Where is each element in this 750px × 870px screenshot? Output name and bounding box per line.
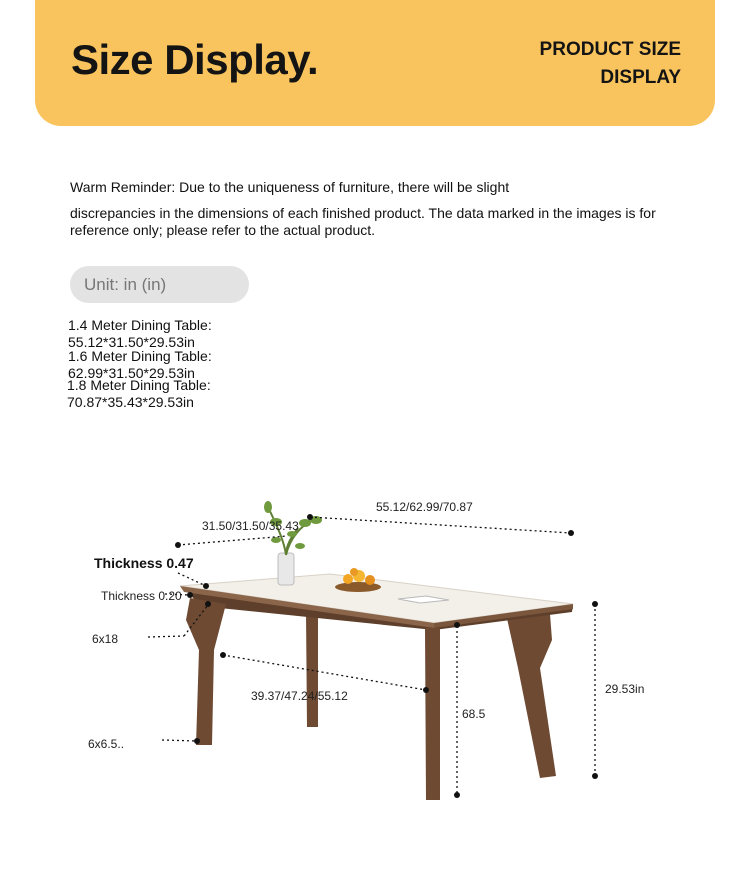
spec-size: 62.99*31.50*29.53in: [68, 365, 195, 381]
top-thickness-label: Thickness 0.47: [94, 555, 194, 571]
length-label: 55.12/62.99/70.87: [376, 500, 473, 514]
fruit-bowl-icon: [335, 582, 381, 592]
spec-name: 1.4 Meter Dining Table:: [68, 317, 212, 333]
subtitle-line-2: DISPLAY: [600, 67, 681, 88]
spec-name: 1.6 Meter Dining Table:: [68, 348, 212, 364]
leg-height-label: 68.5: [462, 707, 486, 721]
apron-size-label: 6x18: [92, 632, 119, 646]
width-label: 31.50/31.50/35.43: [202, 519, 299, 533]
spec-item: [67, 377, 211, 411]
reminder-text-line-1: Warm Reminder: Due to the uniqueness of furniture, there will be slight: [70, 179, 510, 195]
spec-name: 1.8 Meter Dining Table:: [67, 377, 211, 393]
reminder-text-line-2: discrepancies in the dimensions of each finished product. The data marked in the images is for reference only; please refer to the actual product.: [70, 205, 656, 238]
back-leg-right: [506, 614, 556, 778]
height-label: 29.53in: [605, 682, 645, 696]
vase-icon: [278, 553, 294, 585]
leg-span-label: 39.37/47.24/55.12: [251, 689, 348, 703]
board-thickness-label: Thickness 0.20: [101, 589, 182, 603]
page-title: Size Display.: [71, 36, 319, 83]
spec-size: 70.87*35.43*29.53in: [67, 394, 194, 410]
page-subtitle: [481, 36, 681, 92]
front-leg-left: [186, 598, 226, 745]
spec-item: [68, 317, 212, 351]
subtitle-line-1: PRODUCT SIZE: [539, 39, 681, 60]
spec-size: 55.12*31.50*29.53in: [68, 334, 195, 350]
table-dimension-diagram: [0, 440, 750, 820]
header-banner: [35, 0, 715, 126]
unit-badge: Unit: in (in): [70, 266, 249, 303]
front-leg-right: [425, 628, 440, 800]
foot-size-label: 6x6.5..: [88, 737, 125, 751]
